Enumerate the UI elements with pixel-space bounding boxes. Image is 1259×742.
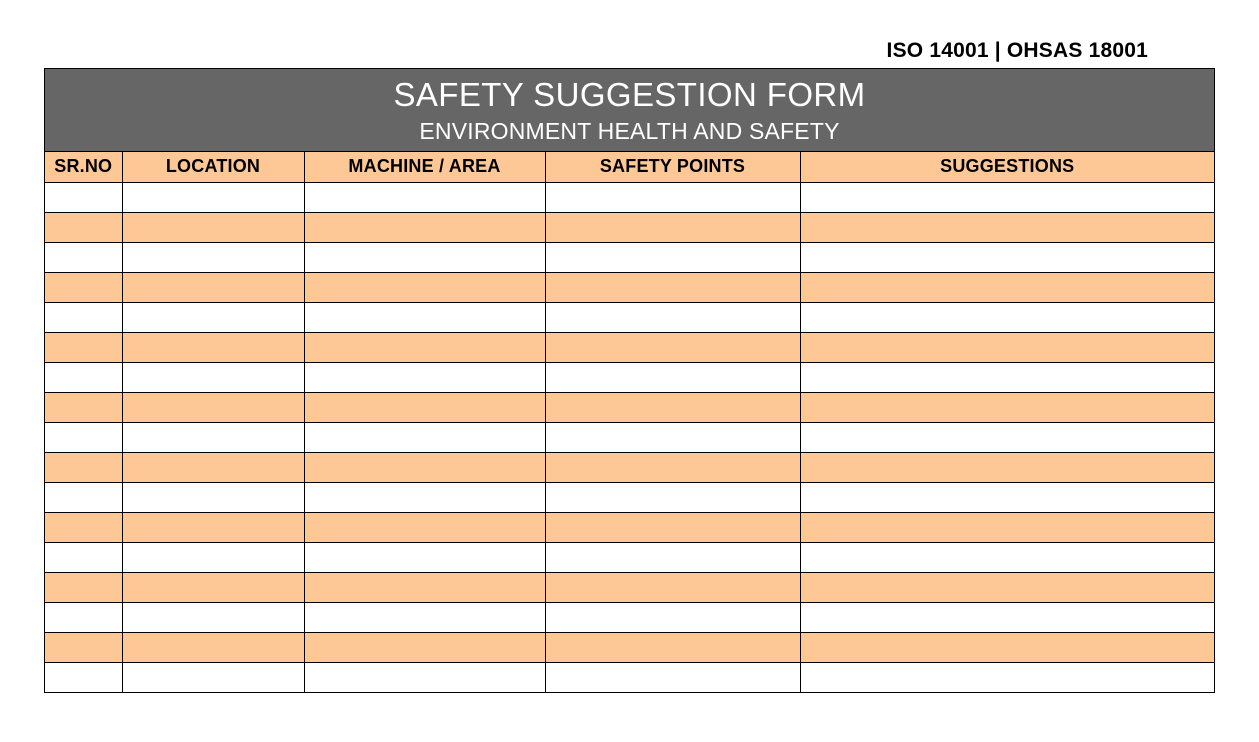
machine-area-cell[interactable] xyxy=(304,272,545,302)
column-header-sr-no: SR.NO xyxy=(45,152,122,182)
suggestions-cell[interactable] xyxy=(800,212,1214,242)
sr-no-cell[interactable] xyxy=(45,422,122,452)
sr-no-cell[interactable] xyxy=(45,362,122,392)
safety-points-cell[interactable] xyxy=(545,602,800,632)
machine-area-cell[interactable] xyxy=(304,602,545,632)
location-cell[interactable] xyxy=(122,302,304,332)
location-cell[interactable] xyxy=(122,242,304,272)
safety-points-cell[interactable] xyxy=(545,632,800,662)
machine-area-cell[interactable] xyxy=(304,392,545,422)
certification-label: ISO 14001 | OHSAS 18001 xyxy=(886,39,1148,62)
safety-points-cell[interactable] xyxy=(545,542,800,572)
table-body xyxy=(45,182,1214,692)
sr-no-cell[interactable] xyxy=(45,662,122,692)
machine-area-cell[interactable] xyxy=(304,542,545,572)
form-banner xyxy=(45,69,1214,152)
safety-points-cell[interactable] xyxy=(545,512,800,542)
table-row xyxy=(45,452,1214,482)
location-cell[interactable] xyxy=(122,662,304,692)
table-row xyxy=(45,422,1214,452)
location-cell[interactable] xyxy=(122,422,304,452)
suggestions-cell[interactable] xyxy=(800,602,1214,632)
safety-points-cell[interactable] xyxy=(545,452,800,482)
safety-points-cell[interactable] xyxy=(545,302,800,332)
machine-area-cell[interactable] xyxy=(304,572,545,602)
location-cell[interactable] xyxy=(122,602,304,632)
table-row xyxy=(45,662,1214,692)
sr-no-cell[interactable] xyxy=(45,302,122,332)
sr-no-cell[interactable] xyxy=(45,572,122,602)
suggestions-cell[interactable] xyxy=(800,662,1214,692)
safety-points-cell[interactable] xyxy=(545,212,800,242)
suggestions-cell[interactable] xyxy=(800,542,1214,572)
sr-no-cell[interactable] xyxy=(45,182,122,212)
column-header-safety-points: SAFETY POINTS xyxy=(545,152,800,182)
table-row xyxy=(45,182,1214,212)
safety-points-cell[interactable] xyxy=(545,272,800,302)
machine-area-cell[interactable] xyxy=(304,512,545,542)
table-row xyxy=(45,512,1214,542)
suggestions-cell[interactable] xyxy=(800,422,1214,452)
location-cell[interactable] xyxy=(122,392,304,422)
column-header-machine-area: MACHINE / AREA xyxy=(304,152,545,182)
safety-points-cell[interactable] xyxy=(545,182,800,212)
machine-area-cell[interactable] xyxy=(304,452,545,482)
suggestions-cell[interactable] xyxy=(800,332,1214,362)
location-cell[interactable] xyxy=(122,182,304,212)
sr-no-cell[interactable] xyxy=(45,392,122,422)
table-row xyxy=(45,632,1214,662)
location-cell[interactable] xyxy=(122,452,304,482)
safety-points-cell[interactable] xyxy=(545,242,800,272)
table-row xyxy=(45,212,1214,242)
suggestions-cell[interactable] xyxy=(800,632,1214,662)
suggestions-cell[interactable] xyxy=(800,512,1214,542)
machine-area-cell[interactable] xyxy=(304,422,545,452)
suggestions-cell[interactable] xyxy=(800,272,1214,302)
location-cell[interactable] xyxy=(122,572,304,602)
table-row xyxy=(45,392,1214,422)
table-row xyxy=(45,332,1214,362)
location-cell[interactable] xyxy=(122,512,304,542)
machine-area-cell[interactable] xyxy=(304,182,545,212)
table-row xyxy=(45,242,1214,272)
safety-points-cell[interactable] xyxy=(545,572,800,602)
sr-no-cell[interactable] xyxy=(45,632,122,662)
column-header-location: LOCATION xyxy=(122,152,304,182)
safety-points-cell[interactable] xyxy=(545,332,800,362)
machine-area-cell[interactable] xyxy=(304,662,545,692)
machine-area-cell[interactable] xyxy=(304,212,545,242)
sr-no-cell[interactable] xyxy=(45,242,122,272)
sr-no-cell[interactable] xyxy=(45,332,122,362)
machine-area-cell[interactable] xyxy=(304,242,545,272)
table-row xyxy=(45,572,1214,602)
safety-points-cell[interactable] xyxy=(545,422,800,452)
sr-no-cell[interactable] xyxy=(45,482,122,512)
machine-area-cell[interactable] xyxy=(304,302,545,332)
sr-no-cell[interactable] xyxy=(45,602,122,632)
table-row xyxy=(45,272,1214,302)
safety-suggestion-form xyxy=(44,68,1215,693)
suggestions-cell[interactable] xyxy=(800,182,1214,212)
form-subtitle: ENVIRONMENT HEALTH AND SAFETY xyxy=(419,118,840,144)
sr-no-cell[interactable] xyxy=(45,542,122,572)
location-cell[interactable] xyxy=(122,482,304,512)
column-header-suggestions: SUGGESTIONS xyxy=(800,152,1214,182)
machine-area-cell[interactable] xyxy=(304,332,545,362)
suggestions-cell[interactable] xyxy=(800,452,1214,482)
location-cell[interactable] xyxy=(122,632,304,662)
machine-area-cell[interactable] xyxy=(304,632,545,662)
machine-area-cell[interactable] xyxy=(304,482,545,512)
safety-points-cell[interactable] xyxy=(545,482,800,512)
suggestions-cell[interactable] xyxy=(800,362,1214,392)
suggestions-cell[interactable] xyxy=(800,242,1214,272)
location-cell[interactable] xyxy=(122,332,304,362)
safety-points-cell[interactable] xyxy=(545,392,800,422)
table-row xyxy=(45,542,1214,572)
table-row xyxy=(45,302,1214,332)
sr-no-cell[interactable] xyxy=(45,512,122,542)
suggestions-cell[interactable] xyxy=(800,572,1214,602)
table-row xyxy=(45,482,1214,512)
location-cell[interactable] xyxy=(122,362,304,392)
machine-area-cell[interactable] xyxy=(304,362,545,392)
form-title: SAFETY SUGGESTION FORM xyxy=(393,76,866,113)
location-cell[interactable] xyxy=(122,542,304,572)
suggestions-cell[interactable] xyxy=(800,302,1214,332)
safety-points-cell[interactable] xyxy=(545,662,800,692)
suggestions-cell[interactable] xyxy=(800,482,1214,512)
suggestion-table xyxy=(45,152,1214,692)
suggestions-cell[interactable] xyxy=(800,392,1214,422)
sr-no-cell[interactable] xyxy=(45,212,122,242)
table-row xyxy=(45,602,1214,632)
sr-no-cell[interactable] xyxy=(45,452,122,482)
table-header-row xyxy=(45,152,1214,182)
sr-no-cell[interactable] xyxy=(45,272,122,302)
table-row xyxy=(45,362,1214,392)
location-cell[interactable] xyxy=(122,272,304,302)
location-cell[interactable] xyxy=(122,212,304,242)
safety-points-cell[interactable] xyxy=(545,362,800,392)
